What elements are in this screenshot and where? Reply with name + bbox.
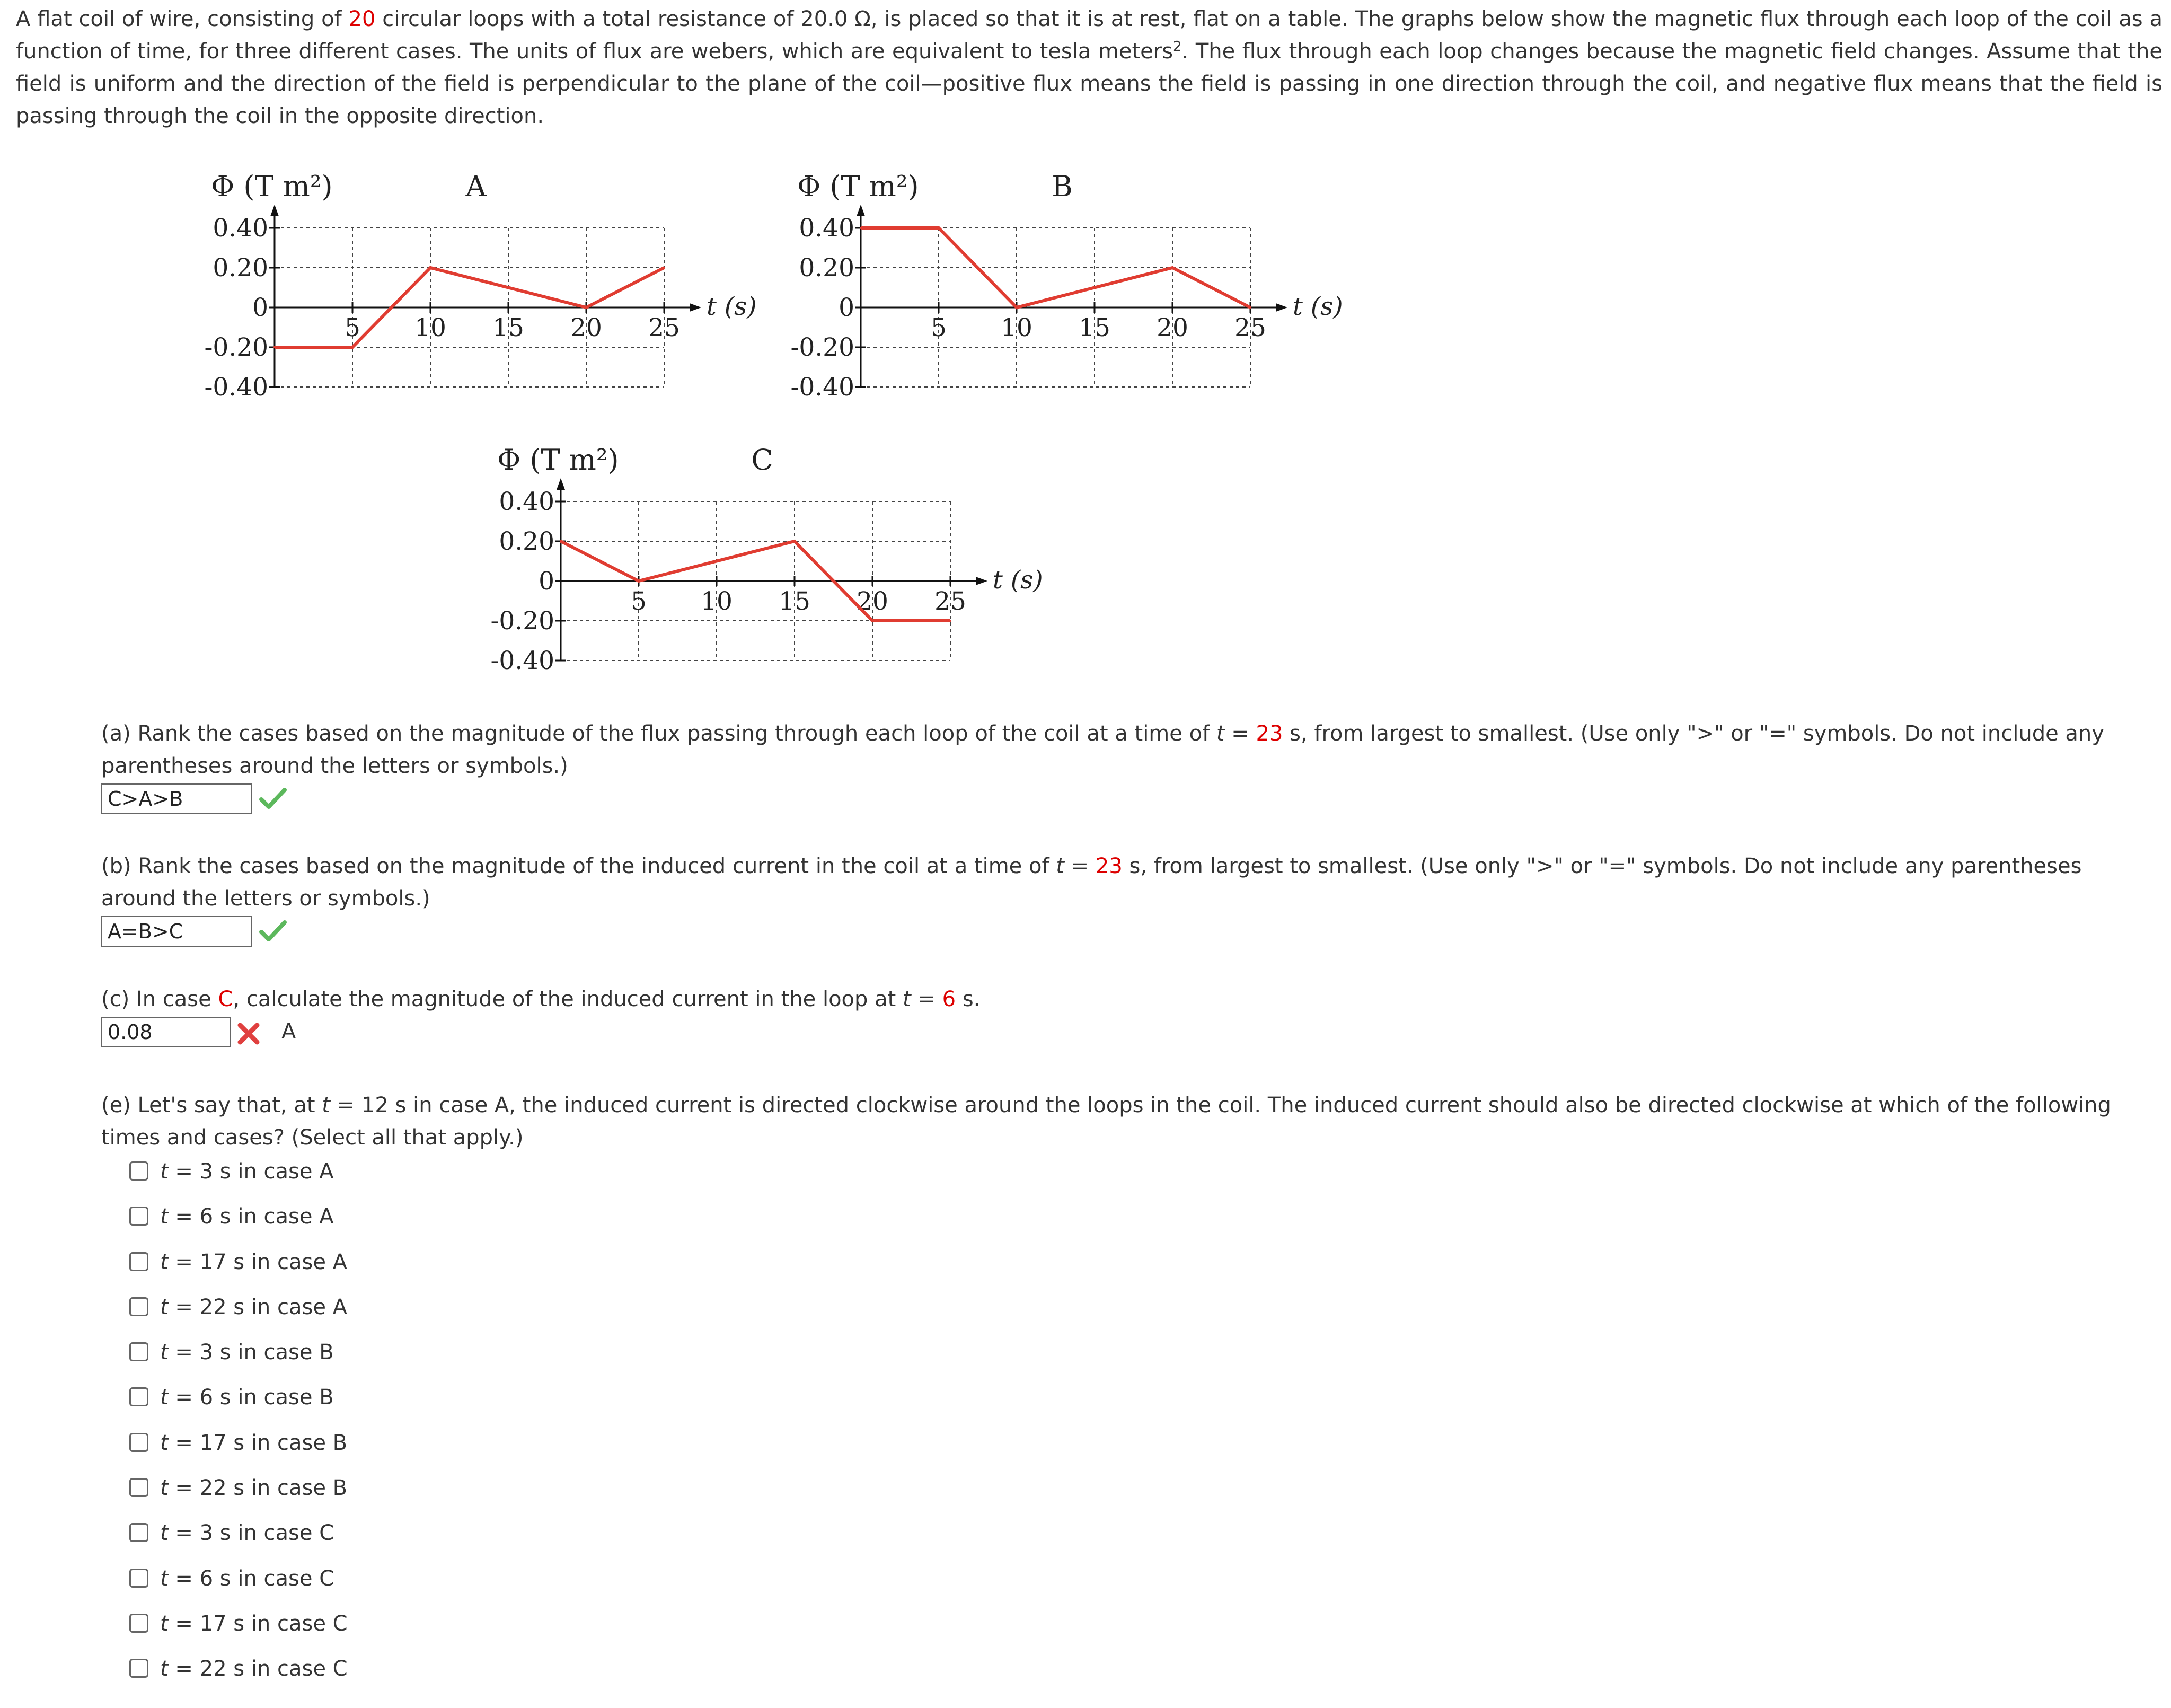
question-c-prompt: (c) In case C, calculate the magnitude of the induced current in the loop at t = 6 s. [101, 987, 981, 1011]
flux-graph-c-svg [482, 443, 1065, 692]
x-axis-label: t (s) [707, 292, 757, 321]
flux-graph-b-svg [782, 170, 1365, 419]
x-tick-label: 10 [1001, 313, 1032, 342]
y-tick-label: -0.40 [204, 373, 268, 402]
x-axis-arrow [1276, 303, 1287, 312]
answer-unit: A [281, 1019, 296, 1044]
y-tick-label: 0.40 [499, 487, 554, 516]
graph-title: B [1052, 170, 1073, 203]
question-b [101, 850, 2152, 950]
cross-icon [237, 1022, 260, 1045]
y-axis-label: Φ (T m²) [497, 443, 619, 477]
y-tick-label: -0.40 [490, 646, 554, 675]
option-label[interactable]: t = 17 s in case B [160, 1430, 348, 1455]
flux-point [560, 540, 562, 542]
graph-title: A [465, 170, 487, 203]
question-c [101, 983, 2152, 1051]
y-tick-label: -0.20 [790, 333, 854, 362]
y-axis-label: Φ (T m²) [797, 170, 919, 203]
flux-point [1016, 306, 1018, 309]
x-tick-label: 10 [701, 587, 733, 616]
problem-statement [16, 3, 2163, 133]
flux-point [351, 346, 354, 348]
check-icon [259, 919, 287, 941]
x-tick-label: 20 [570, 313, 602, 342]
intro-text: A flat coil of wire, consisting of [16, 7, 349, 31]
y-tick-label: 0.40 [213, 214, 268, 243]
option-checkbox[interactable] [129, 1433, 148, 1452]
x-tick-label: 25 [934, 587, 966, 616]
x-tick-label: 25 [1234, 313, 1266, 342]
y-tick-label: 0.20 [499, 527, 554, 556]
question-b-answer-input[interactable]: A=B>C [101, 916, 252, 947]
option-checkbox[interactable] [129, 1207, 148, 1226]
y-axis-arrow [557, 478, 565, 490]
option-label[interactable]: t = 3 s in case A [160, 1159, 334, 1184]
option-label[interactable]: t = 6 s in case B [160, 1385, 334, 1410]
option-checkbox[interactable] [129, 1252, 148, 1271]
x-axis-label: t (s) [993, 566, 1043, 595]
flux-graph-b [782, 170, 1365, 419]
flux-point [793, 540, 796, 542]
x-tick-label: 5 [631, 587, 647, 616]
y-tick-label: 0 [539, 567, 554, 596]
flux-point [638, 580, 640, 582]
graph-title: C [751, 443, 773, 477]
y-tick-label: -0.20 [490, 606, 554, 636]
flux-point [429, 267, 431, 269]
option-label[interactable]: t = 22 s in case A [160, 1295, 348, 1319]
option-checkbox[interactable] [129, 1478, 148, 1497]
question-b-answer-row [101, 915, 2152, 950]
question-a-prompt: (a) Rank the cases based on the magnitude of the flux passing through each loop of the coil at a time of t = 23 s, from largest to smallest. (Use only ">" or "=" symbols. Do not include any parentheses around the letters or symbols.) [101, 721, 2104, 778]
option-checkbox[interactable] [129, 1297, 148, 1316]
x-axis-arrow [690, 303, 701, 312]
question-e-prompt: (e) Let's say that, at t = 12 s in case A, the induced current is directed clockwise around the loops in the coil. The induced current should also be directed clockwise at which of the following times and cases? (Select all that apply.) [101, 1093, 2111, 1150]
y-tick-label: 0.40 [799, 214, 854, 243]
flux-graph-a-svg [196, 170, 779, 419]
y-axis-arrow [857, 205, 865, 216]
option-checkbox[interactable] [129, 1387, 148, 1406]
y-tick-label: -0.20 [204, 333, 268, 362]
x-tick-label: 20 [1157, 313, 1188, 342]
option-checkbox[interactable] [129, 1614, 148, 1633]
question-c-answer-row [101, 1016, 2152, 1051]
option-checkbox[interactable] [129, 1342, 148, 1361]
exponent: 2 [1173, 39, 1182, 55]
x-axis-label: t (s) [1293, 292, 1343, 321]
flux-point [1249, 306, 1251, 309]
flux-point [585, 306, 587, 309]
y-tick-label: 0.20 [213, 253, 268, 283]
flux-graph-a [196, 170, 779, 419]
x-tick-label: 15 [779, 587, 810, 616]
question-a-answer-input[interactable]: C>A>B [101, 783, 252, 814]
y-tick-label: -0.40 [790, 373, 854, 402]
question-a-answer-row [101, 782, 2152, 817]
y-tick-label: 0 [252, 293, 268, 322]
x-tick-label: 20 [857, 587, 888, 616]
option-label[interactable]: t = 17 s in case A [160, 1249, 348, 1274]
intro-text: circular loops with a total resistance of 20.0 Ω, is placed so that it is at rest, flat on a table. The graphs below show the magnetic flux through each loop of the coil as a function of time, for three different cases. The units of flux are webers, which are equivalent to tesla meters [16, 7, 2163, 64]
y-tick-label: 0 [839, 293, 854, 322]
x-tick-label: 15 [1079, 313, 1110, 342]
option-checkbox[interactable] [129, 1659, 148, 1678]
y-tick-label: 0.20 [799, 253, 854, 283]
x-axis-arrow [976, 577, 987, 585]
option-checkbox[interactable] [129, 1523, 148, 1542]
y-axis-label: Φ (T m²) [211, 170, 333, 203]
option-label[interactable]: t = 22 s in case B [160, 1476, 348, 1501]
check-icon [259, 787, 287, 809]
option-label[interactable]: t = 3 s in case C [160, 1521, 334, 1546]
x-tick-label: 25 [648, 313, 680, 342]
question-e [101, 1089, 2152, 1154]
x-tick-label: 5 [931, 313, 947, 342]
question-a [101, 718, 2152, 817]
x-tick-label: 5 [345, 313, 360, 342]
flux-point [949, 620, 951, 622]
flux-point [663, 267, 665, 269]
option-label[interactable]: t = 3 s in case B [160, 1340, 334, 1365]
flux-point [871, 620, 873, 622]
x-tick-label: 15 [492, 313, 524, 342]
flux-point [273, 346, 276, 348]
loop-count: 20 [348, 7, 376, 31]
flux-point [938, 227, 940, 229]
flux-graph-c [482, 443, 1065, 692]
option-checkbox[interactable] [129, 1569, 148, 1588]
flux-point [1171, 267, 1173, 269]
flux-point [860, 227, 862, 229]
option-label[interactable]: t = 6 s in case A [160, 1204, 334, 1229]
y-axis-arrow [270, 205, 279, 216]
option-checkbox[interactable] [129, 1161, 148, 1181]
intro-text: . The flux through each loop changes because the magnetic field changes. Assume that the field is uniform and the direction of the field is perpendicular to the plane of the coil—positive flux means the field is passing in one direction through the coil, and negative flux means that the field is passing through the coil in the opposite direction. [16, 39, 2163, 128]
option-label[interactable]: t = 22 s in case C [160, 1657, 348, 1681]
x-tick-label: 10 [414, 313, 446, 342]
question-b-prompt: (b) Rank the cases based on the magnitude of the induced current in the coil at a time of t = 23 s, from largest to smallest. (Use only ">" or "=" symbols. Do not include any parentheses around the letters or symbols.) [101, 854, 2082, 911]
question-c-answer-input[interactable]: 0.08 [101, 1017, 231, 1047]
option-label[interactable]: t = 17 s in case C [160, 1611, 348, 1636]
option-label[interactable]: t = 6 s in case C [160, 1566, 334, 1591]
